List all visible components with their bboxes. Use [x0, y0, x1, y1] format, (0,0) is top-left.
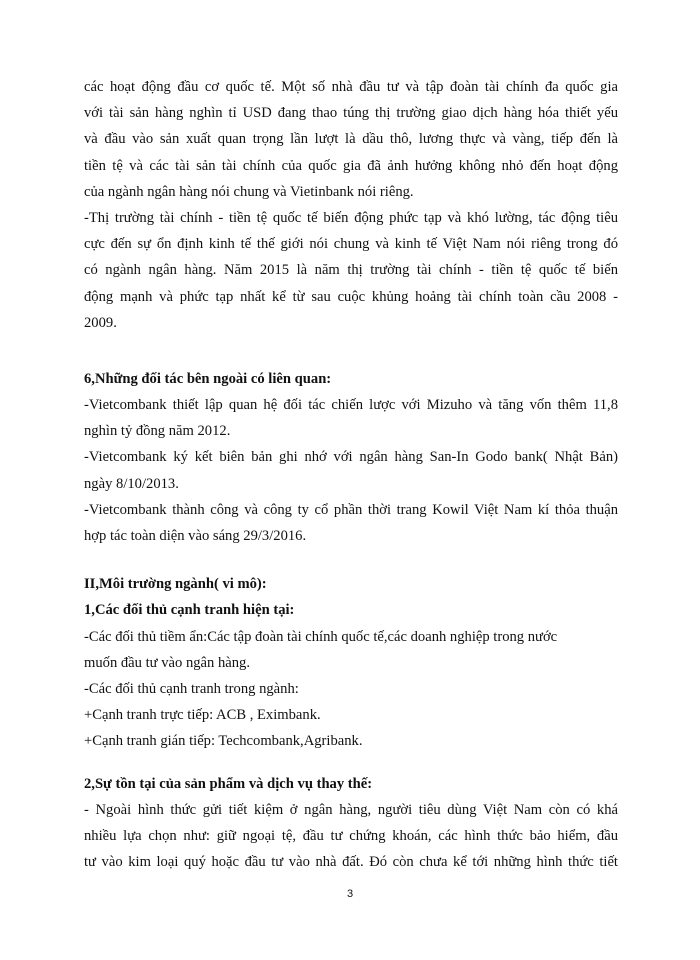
paragraph-international-speculation	[84, 74, 618, 205]
text-line: ngày 8/10/2013.	[84, 475, 179, 492]
paragraph-financial-market	[84, 205, 618, 336]
text-line: nhiều lựa chọn như: giữ ngoại tệ, đầu tư chứng khoán, các hình thức bảo hiểm, đầu	[84, 827, 618, 844]
subsection-heading: 1,Các đối thủ cạnh tranh hiện tại:	[84, 602, 295, 619]
text-line: nghìn tỷ đồng năm 2012.	[84, 423, 231, 440]
text-line: +Cạnh tranh trực tiếp: ACB , Eximbank.	[84, 707, 321, 724]
text-line: với tài sản hàng nghìn tỉ USD đang thao túng thị trường giao dịch hàng hóa thiết yếu	[84, 105, 618, 122]
text-line: có ngành ngân hàng. Năm 2015 là năm thị trường tài chính - tiền tệ quốc tế biến	[84, 262, 618, 279]
text-line: và đầu vào sản xuất quan trọng lần lượt là dầu thô, lương thực và vàng, tiếp đến là	[84, 131, 618, 148]
text-line: hợp tác toàn diện vào sáng 29/3/2016.	[84, 528, 307, 544]
text-line: các hoạt động đầu cơ quốc tế. Một số nhà đầu tư và tập đoàn tài chính đa quốc gia	[84, 79, 618, 95]
section-substitute-products	[84, 771, 618, 876]
section-heading: 6,Những đối tác bên ngoài có liên quan:	[84, 370, 332, 387]
page-number: 3	[346, 888, 354, 900]
text-line: -Vietcombank ký kết biên bản ghi nhớ với ngân hàng San-In Godo bank( Nhật Bản)	[84, 449, 618, 466]
text-line: -Vietcombank thành công và công ty cổ phần thời trang Kowil Việt Nam kí thỏa thuận	[84, 501, 618, 518]
text-line: +Cạnh tranh gián tiếp: Techcombank,Agribank.	[84, 733, 363, 750]
text-line: cực đến sự ổn định kinh tế thế giới nói chung và kinh tế Việt Nam nói riêng trong đó	[84, 236, 618, 253]
text-line: -Vietcombank thiết lập quan hệ đối tác chiến lược với Mizuho và tăng vốn thêm 11,8	[84, 397, 618, 414]
text-line: 2009.	[84, 314, 117, 331]
text-line: -Các đối thủ cạnh tranh trong ngành:	[84, 680, 299, 697]
section-heading: II,Môi trường ngành( vi mô):	[84, 576, 267, 593]
page-content	[84, 74, 618, 875]
text-line: của ngành ngân hàng nói chung và Vietinbank nói riêng.	[84, 183, 414, 200]
text-line: động mạnh và phức tạp nhất kể từ sau cuộc khủng hoảng tài chính toàn cầu 2008 -	[84, 288, 618, 305]
section-industry-environment	[84, 571, 618, 754]
section-external-partners	[84, 366, 618, 549]
text-line: - Ngoài hình thức gửi tiết kiệm ở ngân hàng, người tiêu dùng Việt Nam còn có khá	[84, 801, 618, 818]
text-line: tư vào kim loại quý hoặc đầu tư vào nhà đất. Đó còn chưa kể tới những hình thức tiết	[84, 854, 618, 871]
text-line: tiền tệ và các tài sản tài chính của quốc gia đã ảnh hưởng không nhỏ đến hoạt động	[84, 157, 618, 174]
text-line: -Thị trường tài chính - tiền tệ quốc tế biến động phức tạp và khó lường, tác động tiêu	[84, 209, 618, 226]
text-line: muốn đầu tư vào ngân hàng.	[84, 654, 250, 671]
subsection-heading: 2,Sự tồn tại của sản phẩm và dịch vụ thay thế:	[84, 775, 373, 792]
text-line: -Các đối thủ tiềm ẩn:Các tập đoàn tài chính quốc tế,các doanh nghiệp trong nước	[84, 628, 558, 645]
